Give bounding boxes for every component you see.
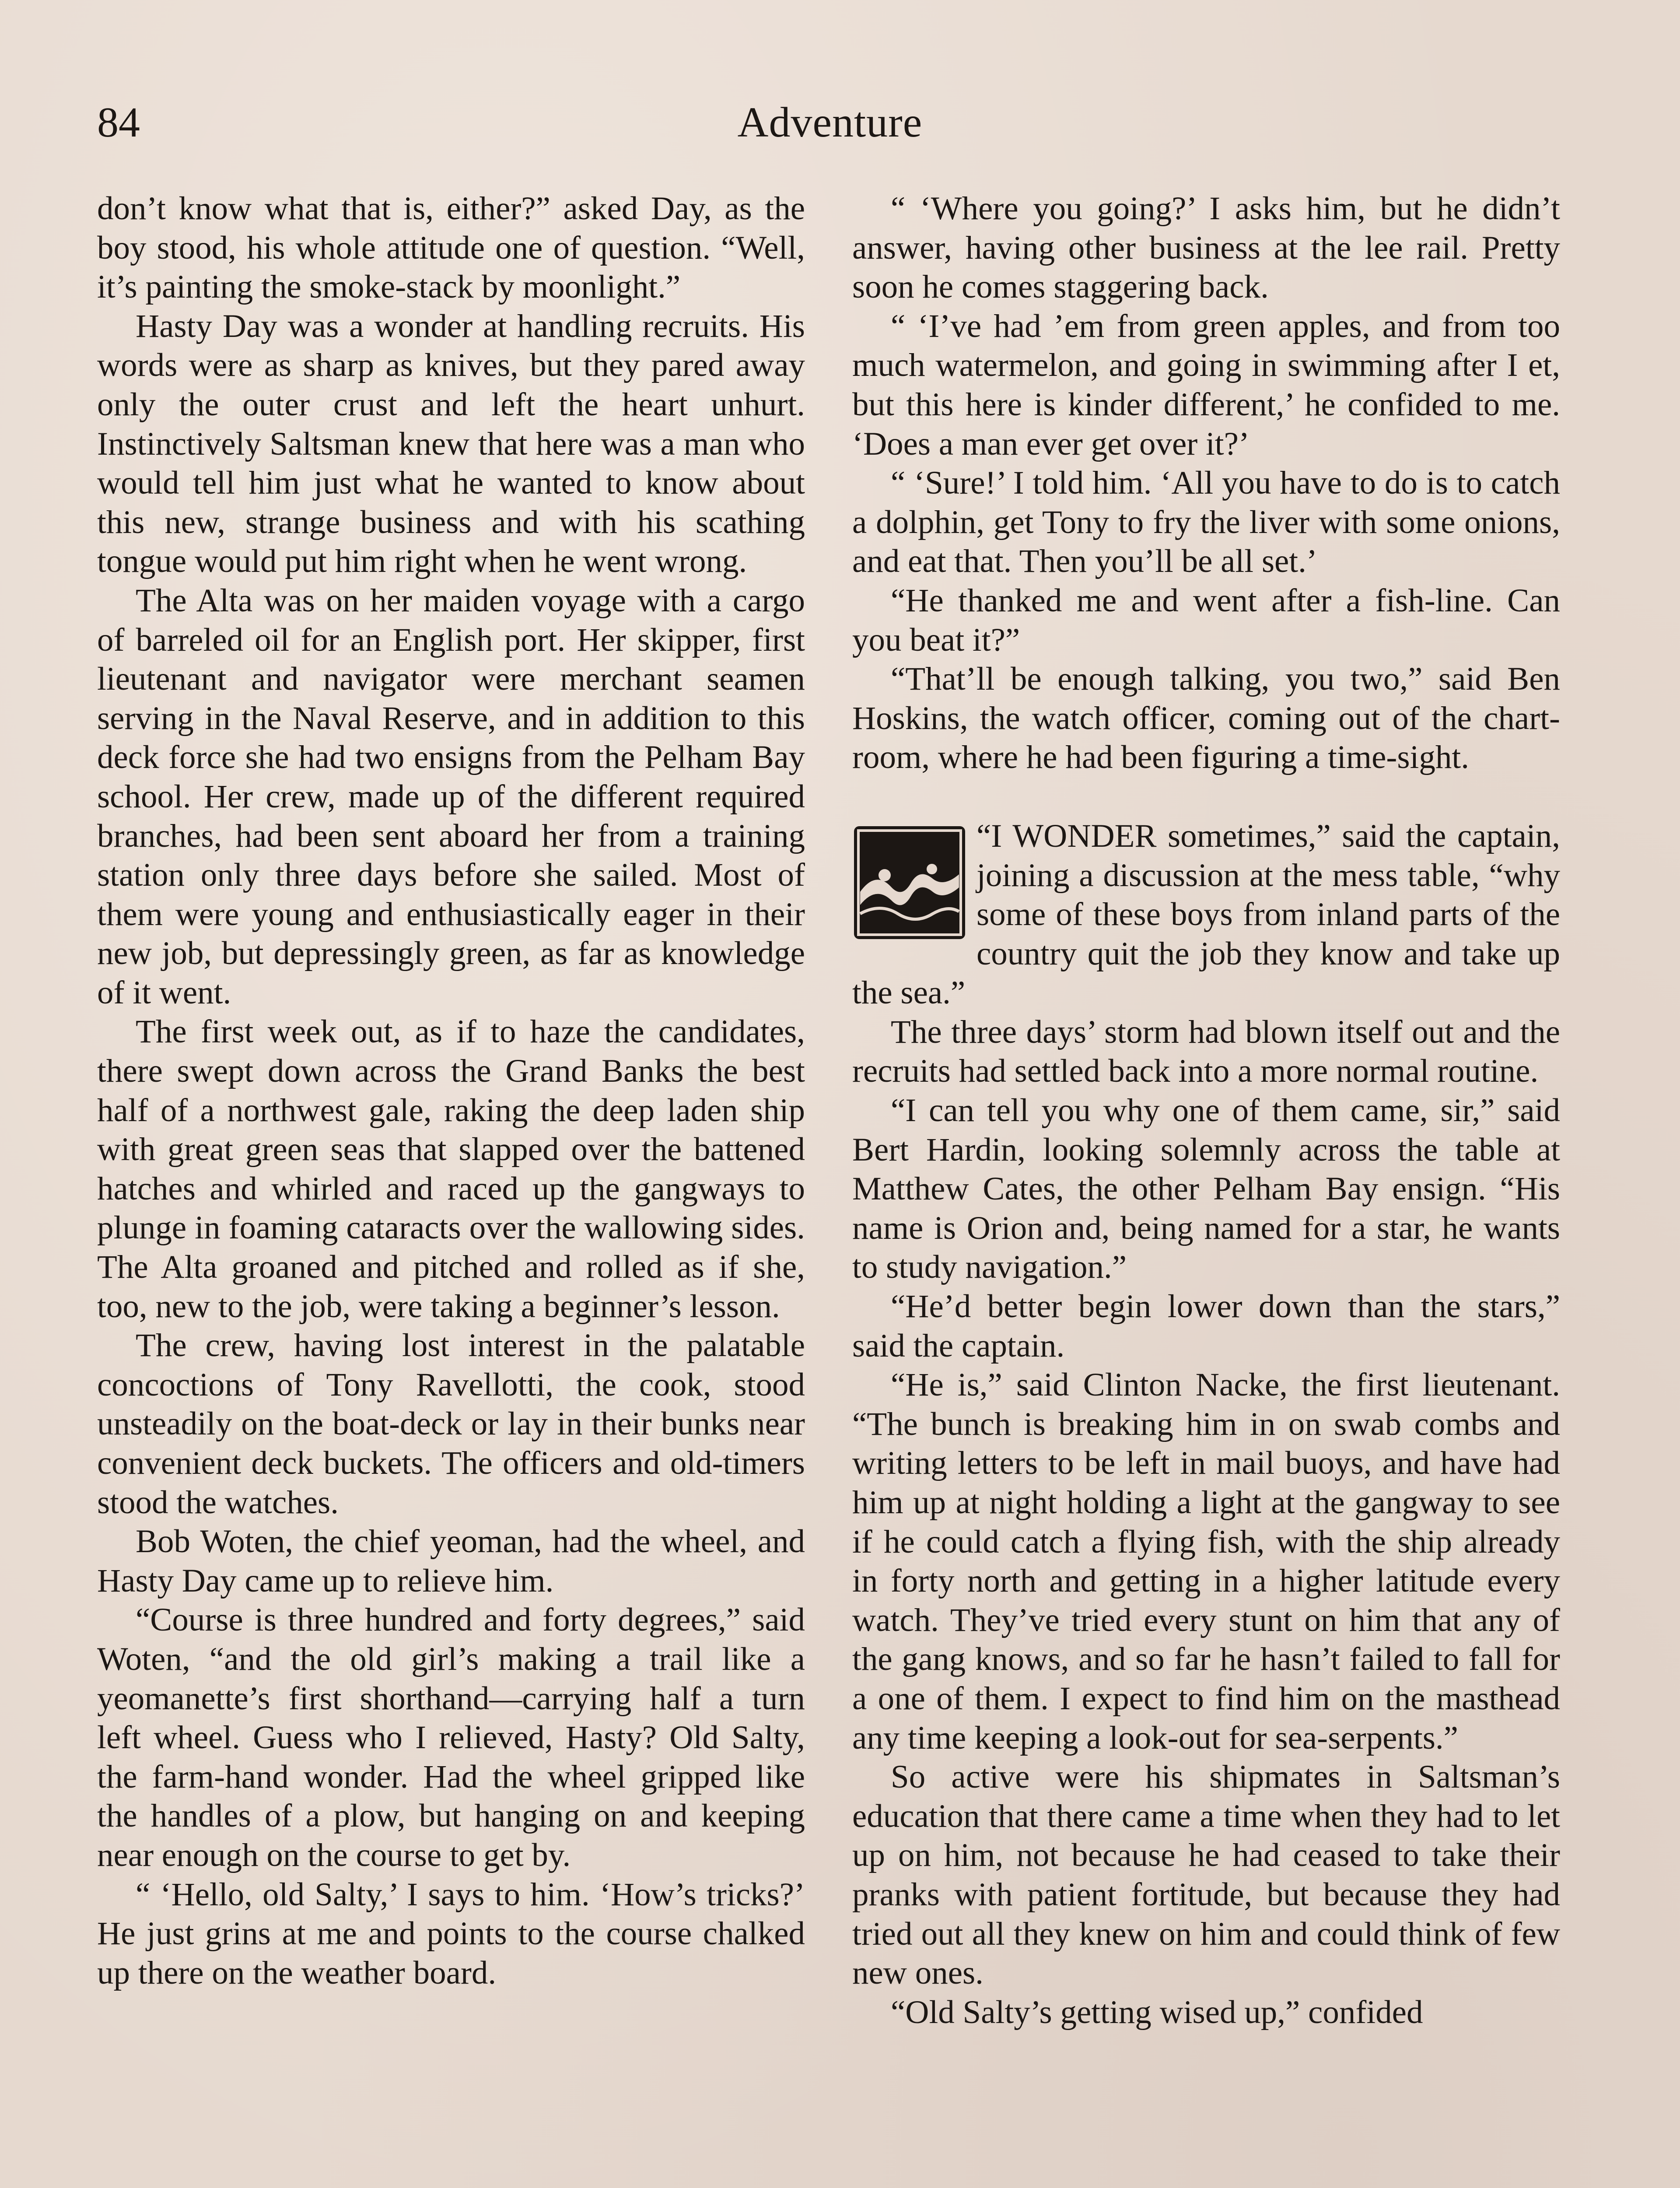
wave-ornament-icon [854,826,965,939]
paragraph: Bob Woten, the chief yeoman, had the wheel, and Hasty Day came up to relieve him. [97,1523,805,1599]
paragraph: “ ‘Sure!’ I told him. ‘All you have to do is to catch a dolphin, get Tony to fry the liver with some onions, and eat that. Then you’ll be all set.’ [852,465,1560,580]
paragraph: don’t know what that is, either?” asked Day, as the boy stood, his whole attitude one of question. “Well, it’s painting the smoke-stack by moonlight.” [97,190,805,305]
paragraph: “I WONDER sometimes,” said the captain, joining a discussion at the mess table, “why some of these boys from inland parts of the country quit the job they know and take up the sea.” [852,817,1560,1011]
paragraph: “Course is three hundred and forty degrees,” said Woten, “and the old girl’s making a trail like a yeomanette’s first shorthand—carrying half a turn left wheel. Guess who I relieved, Hasty? Old Salty, the farm-hand wonder. Had the wheel gripped like the handles of a plow, but hanging on and keeping near enough on the course to get by. [97,1602,805,1873]
left-column [97,189,805,1992]
paragraph: The crew, having lost interest in the palatable concoctions of Tony Ravellotti, the cook, stood unsteadily on the boat-deck or lay in their bunks near convenient deck buckets. The officers and old-timers stood the watches. [97,1327,805,1521]
paragraph: The first week out, as if to haze the candidates, there swept down across the Grand Banks the best half of a northwest gale, raking the deep laden ship with great green seas that slapped over the battened hatches and whirled and raced up the gangways to plunge in foaming cataracts over the wallowing sides. The Alta groaned and pitched and rolled as if she, too, new to the job, were taking a beginner’s lesson. [97,1013,805,1325]
paragraph: “I can tell you why one of them came, sir,” said Bert Hardin, looking solemnly across the table at Matthew Cates, the other Pelham Bay ensign. “His name is Orion and, being named for a star, he wants to study navigation.” [852,1092,1560,1286]
paragraph: “ ‘I’ve had ’em from green apples, and from too much watermelon, and going in swimming after I et, but this here is kinder different,’ he confided to me. ‘Does a man ever get over it?’ [852,308,1560,462]
page-header [97,92,1563,153]
paragraph: The Alta was on her maiden voyage with a cargo of barreled oil for an English port. Her skipper, first lieutenant and navigator were merchant seamen serving in the Naval Reserve, and in addition to this deck force she had two ensigns from the Pelham Bay school. Her crew, made up of the different required branches, had been sent aboard her from a training station only three days before she sailed. Most of them were young and enthusiastically eager in their new job, but depressingly green, as far as knowledge of it went. [97,582,805,1011]
paragraph: So active were his shipmates in Saltsman’s education that there came a time when they had to let up on him, not because he had ceased to take their pranks with patient fortitude, but because they had tried out all they knew on him and could think of few new ones. [852,1759,1560,1992]
paragraph: “That’ll be enough talking, you two,” said Ben Hoskins, the watch officer, coming out of the chart-room, where he had been figuring a time-sight. [852,661,1560,776]
page-number: 84 [97,99,140,146]
paragraph: “ ‘Hello, old Salty,’ I says to him. ‘How’s tricks?’ He just grins at me and points to the course chalked up there on the weather board. [97,1876,805,1991]
paragraph: The three days’ storm had blown itself out and the recruits had settled back into a more normal routine. [852,1013,1560,1090]
paragraph: “He is,” said Clinton Nacke, the first lieutenant. “The bunch is breaking him in on swab combs and writing letters to be left in mail buoys, and have had him up at night holding a light at the gangway to see if he could catch a flying fish, with the ship already in forty north and getting in a higher latitude every watch. They’ve tried every stunt on him that any of the gang knows, and so far he hasn’t failed to fall for a one of them. I expect to find him on the masthead any time keeping a look-out for sea-serpents.” [852,1367,1560,1756]
paragraph: “Old Salty’s getting wised up,” confided [891,1994,1423,2030]
paragraph: “ ‘Where you going?’ I asks him, but he didn’t answer, having other business at the lee rail. Pretty soon he comes staggering back. [852,190,1560,305]
paragraph: “He’d better begin lower down than the stars,” said the captain. [852,1288,1560,1364]
paragraph: “He thanked me and went after a fish-line. Can you beat it?” [852,582,1560,658]
section-break [852,777,1560,817]
right-column [852,189,1560,2032]
paragraph: Hasty Day was a wonder at handling recruits. His words were as sharp as knives, but they pared away only the outer crust and left the heart unhurt. Instinctively Saltsman knew that here was a man who would tell him just what he wanted to know about this new, strange business and with his scathing tongue would put him right when he went wrong. [97,308,805,580]
running-title: Adventure [737,99,923,146]
